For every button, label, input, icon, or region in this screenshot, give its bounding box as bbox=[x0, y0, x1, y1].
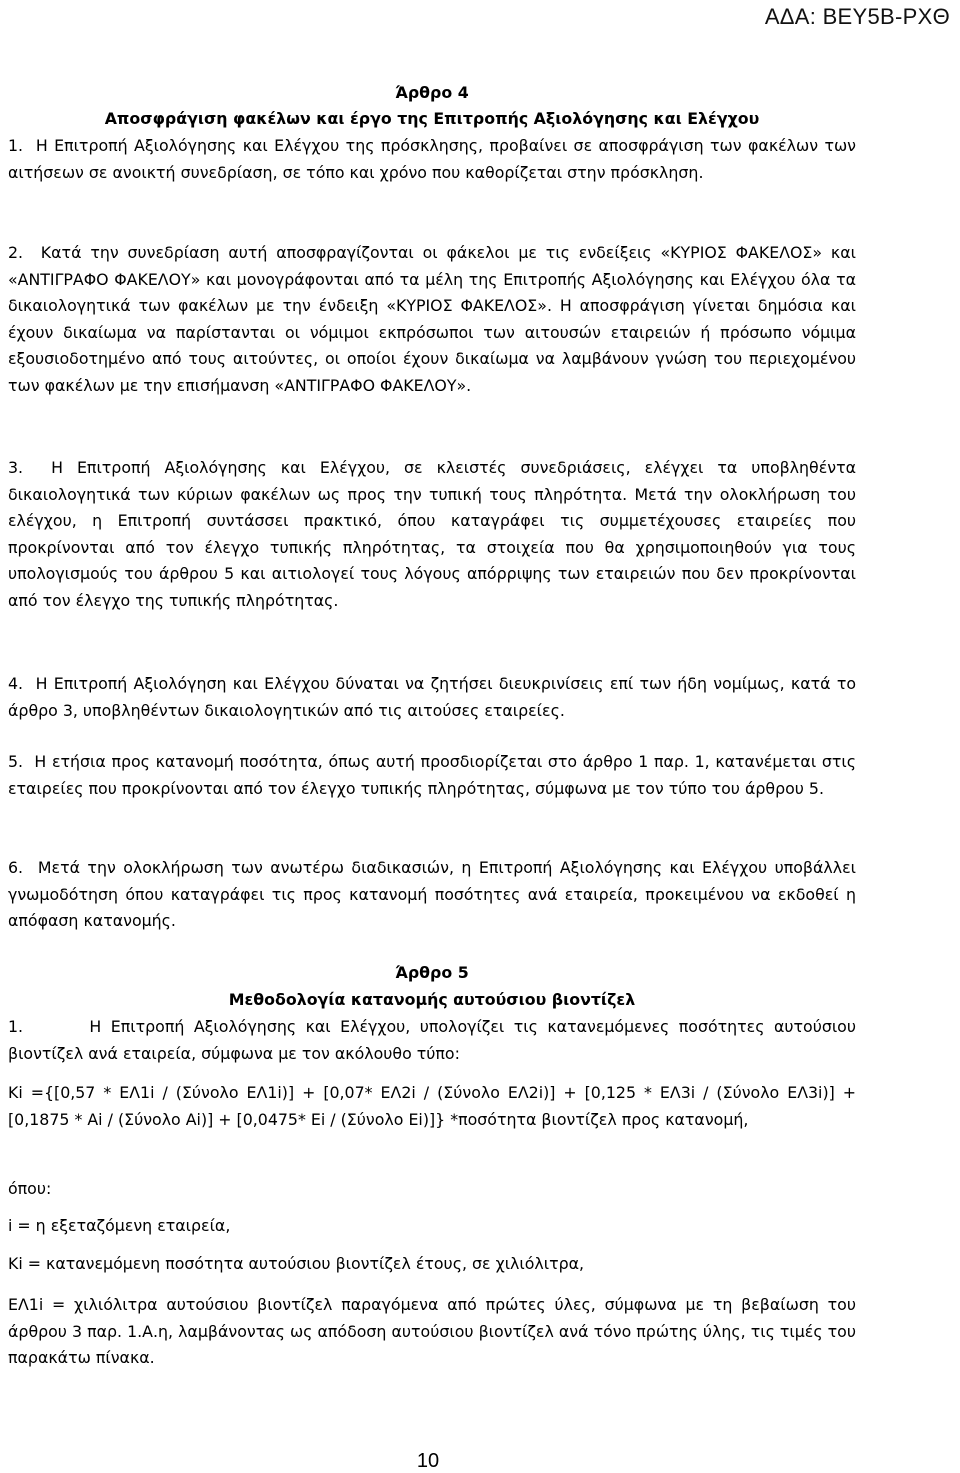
definition-ki: Κi = κατανεμόμενη ποσότητα αυτούσιου βιοντίζελ έτους, σε χιλιόλιτρα, bbox=[8, 1254, 585, 1273]
paragraph-number: 3. bbox=[8, 458, 24, 477]
paragraph-number: 4. bbox=[8, 674, 24, 693]
article-5-title: Άρθρο 5 bbox=[395, 963, 469, 982]
definition-el1i: ΕΛ1i = χιλιόλιτρα αυτούσιου βιοντίζελ παραγόμενα από πρώτες ύλες, σύμφωνα με τη βεβαίωση του άρθρου 3 παρ. 1.Α.η, λαμβάνοντας ως απόδοση αυτούσιου βιοντίζελ ανά τόνο πρώτης ύλης, τις τιμές του παρακάτω πίνακα. bbox=[8, 1295, 856, 1367]
allocation-formula: Κi ={[0,57 * ΕΛ1i / (Σύνολο ΕΛ1i)] + [0,07* ΕΛ2i / (Σύνολο ΕΛ2i)] + [0,125 * ΕΛ3i / (Σύνολο ΕΛ3i)] + [0,1875 * Ai / (Σύνολο Ai)] + [0,0475* Ei / (Σύνολο Ei)]} *ποσότητα βιοντίζελ προς κατανομή, bbox=[8, 1083, 856, 1129]
paragraph-text: Η Επιτροπή Αξιολόγησης και Ελέγχου, υπολογίζει τις κατανεμόμενες ποσότητες αυτούσιου βιοντίζελ ανά εταιρεία, σύμφωνα με τον ακόλουθο τύπο: bbox=[8, 1017, 856, 1063]
paragraph-number: 1. bbox=[8, 136, 24, 155]
paragraph-number: 5. bbox=[8, 752, 24, 771]
article-4-paragraph-3 bbox=[8, 455, 856, 614]
article-4-paragraph-5 bbox=[8, 749, 856, 802]
paragraph-number: 1. bbox=[8, 1017, 24, 1036]
article-4-paragraph-6 bbox=[8, 855, 856, 935]
paragraph-number: 2. bbox=[8, 243, 24, 262]
article-4-title: Άρθρο 4 bbox=[395, 83, 469, 102]
paragraph-text: Η Επιτροπή Αξιολόγηση και Ελέγχου δύναται να ζητήσει διευκρινίσεις επί των ήδη νομίμως, κατά το άρθρο 3, υποβληθέντων δικαιολογητικών από τις αιτούσες εταιρείες. bbox=[8, 674, 857, 720]
where-label: όπου: bbox=[8, 1179, 52, 1198]
page-number: 10 bbox=[416, 1450, 440, 1472]
article-4-paragraph-4 bbox=[8, 671, 856, 724]
paragraph-text: Μετά την ολοκλήρωση των ανωτέρω διαδικασιών, η Επιτροπή Αξιολόγησης και Ελέγχου υποβάλλει γνωμοδότηση όπου καταγράφει τις προς κατανομή ποσότητες ανά εταιρεία, προκειμένου να εκδοθεί η απόφαση κατανομής. bbox=[8, 858, 856, 930]
paragraph-number: 6. bbox=[8, 858, 24, 877]
definition-i: i = η εξεταζόμενη εταιρεία, bbox=[8, 1216, 231, 1235]
paragraph-text: Η Επιτροπή Αξιολόγησης και Ελέγχου της πρόσκλησης, προβαίνει σε αποσφράγιση των φακέλων των αιτήσεων σε ανοικτή συνεδρίαση, σε τόπο και χρόνο που καθορίζεται στην πρόσκληση. bbox=[8, 136, 857, 182]
paragraph-text: Κατά την συνεδρίαση αυτή αποσφραγίζονται οι φάκελοι με τις ενδείξεις «ΚΥΡΙΟΣ ΦΑΚΕΛΟΣ» και «ΑΝΤΙΓΡΑΦΟ ΦΑΚΕΛΟΥ» και μονογράφονται από τα μέλη της Επιτροπής Αξιολόγησης και Ελέγχου όλα τα δικαιολογητικά των φακέλων με την ένδειξη «ΚΥΡΙΟΣ ΦΑΚΕΛΟΣ». Η αποσφράγιση γίνεται δημόσια και έχουν δικαίωμα να παρίστανται οι νόμιμοι εκπρόσωποι των αιτουσών εταιρειών ή πρόσωπο νόμιμα εξουσιοδοτημένο από τους αιτούντες, οι οποίοι έχουν δικαίωμα να λαμβάνουν γνώση του περιεχομένου των φακέλων με την επισήμανση «ΑΝΤΙΓΡΑΦΟ ΦΑΚΕΛΟΥ». bbox=[8, 243, 856, 395]
paragraph-text: Η Επιτροπή Αξιολόγησης και Ελέγχου, σε κλειστές συνεδριάσεις, ελέγχει τα υποβληθέντα δικαιολογητικά των κύριων φακέλων ως προς την τυπική τους πληρότητα. Μετά την ολοκλήρωση του ελέγχου, η Επιτροπή συντάσσει πρακτικό, όπου καταγράφει τις συμμετέχουσες εταιρείες που προκρίνονται από τον έλεγχο τυπικής πληρότητας, τα στοιχεία που θα χρησιμοποιηθούν για τους υπολογισμούς του άρθρου 5 και αιτιολογεί τους λόγους απόρριψης των εταιρειών που δεν προκρίνονται από τον έλεγχο της τυπικής πληρότητας. bbox=[8, 458, 856, 610]
article-5-paragraph-1 bbox=[8, 1014, 856, 1067]
article-4-subtitle: Αποσφράγιση φακέλων και έργο της Επιτροπής Αξιολόγησης και Ελέγχου bbox=[104, 109, 760, 128]
article-4-paragraph-2 bbox=[8, 240, 856, 399]
article-4-paragraph-1 bbox=[8, 133, 856, 186]
ada-code: ΑΔΑ: ΒΕΥ5Β-ΡΧΘ bbox=[764, 4, 950, 29]
paragraph-text: Η ετήσια προς κατανομή ποσότητα, όπως αυτή προσδιορίζεται στο άρθρο 1 παρ. 1, κατανέμεται στις εταιρείες που προκρίνονται από τον έλεγχο τυπικής πληρότητας, σύμφωνα με τον τύπο του άρθρου 5. bbox=[8, 752, 856, 798]
article-5-subtitle: Μεθοδολογία κατανομής αυτούσιου βιοντίζελ bbox=[228, 990, 636, 1009]
